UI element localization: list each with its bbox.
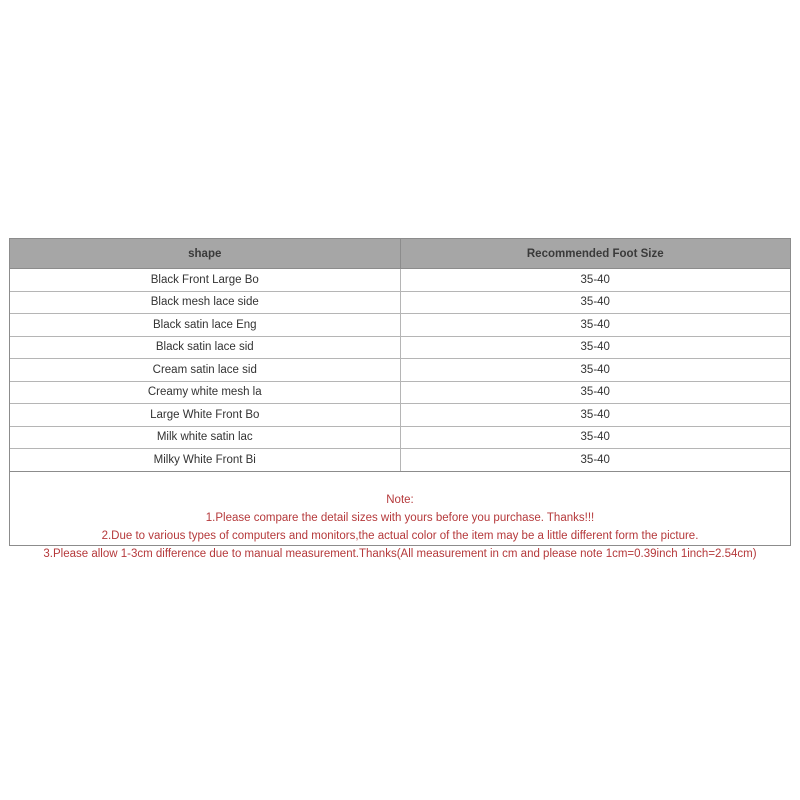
table-row (10, 359, 790, 382)
cell-shape: Large White Front Bo (10, 404, 400, 427)
column-header-shape: shape (10, 239, 400, 269)
column-header-foot-size: Recommended Foot Size (400, 239, 790, 269)
table-row (10, 404, 790, 427)
notes-section (10, 472, 790, 560)
table-row (10, 426, 790, 449)
cell-shape: Milky White Front Bi (10, 449, 400, 472)
cell-shape: Milk white satin lac (10, 426, 400, 449)
table-row (10, 291, 790, 314)
size-table (10, 239, 790, 472)
cell-shape: Black Front Large Bo (10, 269, 400, 292)
cell-shape: Black satin lace Eng (10, 314, 400, 337)
cell-foot-size: 35-40 (400, 314, 790, 337)
cell-foot-size: 35-40 (400, 359, 790, 382)
cell-foot-size: 35-40 (400, 336, 790, 359)
cell-shape: Creamy white mesh la (10, 381, 400, 404)
cell-shape: Cream satin lace sid (10, 359, 400, 382)
note-line-2: 2.Due to various types of computers and monitors,the actual color of the item may be a little different form the picture. (101, 529, 699, 542)
table-row (10, 381, 790, 404)
table-header-row (10, 239, 790, 269)
cell-foot-size: 35-40 (400, 404, 790, 427)
note-title: Note: (386, 493, 414, 506)
size-chart (9, 238, 791, 560)
cell-foot-size: 35-40 (400, 449, 790, 472)
table-row (10, 449, 790, 472)
note-line-1: 1.Please compare the detail sizes with yours before you purchase. Thanks!!! (205, 511, 595, 524)
note-line-3: 3.Please allow 1-3cm difference due to manual measurement.Thanks(All measurement in cm and please note 1cm=0.39inch 1inch=2.54cm) (43, 547, 757, 560)
table-row (10, 314, 790, 337)
cell-foot-size: 35-40 (400, 269, 790, 292)
cell-foot-size: 35-40 (400, 291, 790, 314)
cell-shape: Black mesh lace side (10, 291, 400, 314)
table-row (10, 336, 790, 359)
cell-foot-size: 35-40 (400, 426, 790, 449)
cell-shape: Black satin lace sid (10, 336, 400, 359)
cell-foot-size: 35-40 (400, 381, 790, 404)
table-row (10, 269, 790, 292)
